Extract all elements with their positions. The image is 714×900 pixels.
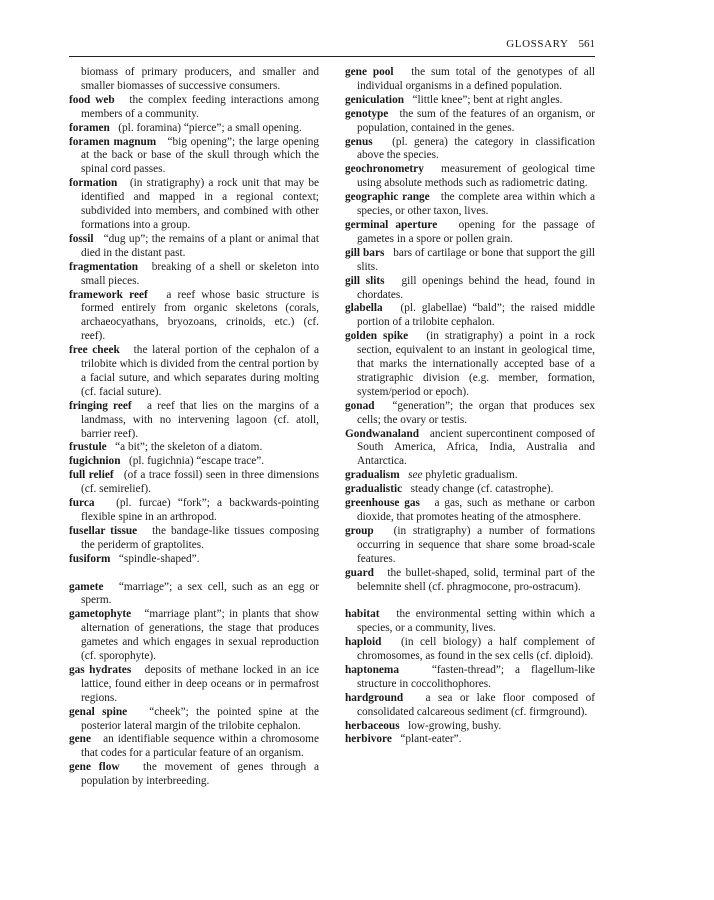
glossary-entry (69, 233, 319, 261)
entry-term: free cheek (69, 344, 120, 357)
glossary-entry (345, 302, 595, 330)
entry-term: framework reef (69, 288, 148, 301)
entry-see: see (408, 469, 423, 482)
entry-term: fusellar tissue (69, 524, 138, 537)
entry-term: foramen magnum (69, 135, 157, 148)
entry-definition: deposits of methane locked in an ice lattice, found either in deep oceans or in permafrost regions. (81, 663, 319, 704)
entry-definition: (in stratigraphy) a number of formations occurring in sequence that share some broad-scale features. (357, 524, 595, 565)
entry-term: gonad (345, 399, 375, 412)
entry-definition: “dug up”; the remains of a plant or animal that died in the distant past. (81, 232, 319, 259)
glossary-entry (345, 720, 595, 734)
entry-term: germinal aperture (345, 218, 438, 231)
entry-definition: (in stratigraphy) a point in a rock section, equivalent to an instant in geological time, that marks the internationally accepted base of a stratigraphic division (e.g. member, formation, system/period or epoch). (357, 330, 595, 398)
entry-definition: low-growing, bushy. (408, 719, 502, 732)
entry-term: gamete (69, 580, 104, 593)
glossary-entry (69, 289, 319, 345)
entry-term: gill slits (345, 274, 385, 287)
entry-definition: the bandage-like tissues composing the periderm of graptolites. (81, 524, 319, 551)
entry-definition: (pl. fugichnia) “escape trace”. (128, 455, 265, 468)
entry-term: fringing reef (69, 399, 132, 412)
glossary-entry (345, 219, 595, 247)
entry-definition: “generation”; the organ that produces sex cells; the ovary or testis. (357, 399, 595, 426)
entry-definition: the complete area within which a species, or other taxon, lives. (357, 191, 596, 218)
entry-definition: the sum total of the genotypes of all individual organisms in a defined population. (357, 66, 595, 92)
glossary-entry (69, 261, 319, 289)
glossary-entry (345, 247, 595, 275)
entry-term: gas hydrates (69, 663, 132, 676)
entry-definition: (pl. furcae) “fork”; a backwards-pointing flexible spine in an arthropod. (81, 497, 319, 523)
entry-definition: (pl. glabellae) “bald”; the raised middle portion of a trilobite cephalon. (357, 302, 595, 329)
running-header (69, 38, 595, 56)
entry-term: fragmentation (69, 260, 139, 273)
entry-definition: biomass of primary producers, and smaller and smaller biomasses of successive consumers. (81, 66, 319, 92)
entry-definition: (of a trace fossil) seen in three dimensions (cf. semirelief). (81, 469, 319, 496)
glossary-entry (345, 636, 595, 664)
glossary-entry (69, 581, 319, 609)
glossary-column-left (69, 66, 319, 789)
glossary-entry (69, 177, 319, 233)
glossary-entry (345, 664, 595, 692)
entry-term: geochronometry (345, 163, 424, 176)
entry-term: frustule (69, 441, 107, 454)
glossary-entry (345, 469, 595, 483)
entry-term: food web (69, 93, 115, 106)
entry-term: herbaceous (345, 719, 400, 732)
entry-definition: the bullet-shaped, solid, terminal part of the belemnite shell (cf. phragmocone, pro-ostracum). (357, 566, 595, 593)
entry-term: glabella (345, 302, 383, 315)
entry-definition: an identifiable sequence within a chromosome that codes for a particular feature of an organism. (81, 733, 319, 760)
entry-definition: “marriage plant”; in plants that show alternation of generations, the stage that produces gametes and which engages in sexual reproduction (cf. sporophyte). (81, 608, 319, 663)
glossary-entry (69, 608, 319, 664)
glossary-column-right (345, 66, 595, 747)
entry-definition: “spindle-shaped”. (118, 552, 200, 565)
entry-term: gradualistic (345, 483, 403, 496)
header-rule (69, 56, 595, 57)
glossary-entry (345, 483, 595, 497)
glossary-entry (345, 733, 595, 747)
entry-term: foramen (69, 121, 110, 134)
entry-term: geographic range (345, 191, 430, 204)
glossary-entry (69, 136, 319, 178)
entry-definition: opening for the passage of gametes in a spore or pollen grain. (357, 218, 595, 245)
entry-definition: the movement of genes through a population by interbreeding. (81, 761, 319, 788)
entry-term: gradualism (345, 469, 400, 482)
entry-term: greenhouse gas (345, 497, 420, 510)
glossary-entry (69, 761, 319, 789)
entry-term: gene pool (345, 66, 394, 78)
entry-term: guard (345, 566, 374, 579)
glossary-entry (345, 136, 595, 164)
entry-term: Gondwanaland (345, 427, 420, 440)
entry-definition: a gas, such as methane or carbon dioxide, that promotes heating of the atmosphere. (357, 497, 595, 523)
header-title: GLOSSARY (506, 38, 569, 50)
entry-definition: (in stratigraphy) a rock unit that may be identified and mapped in a regional context; subdivided into members, and combined with other formations into a group. (81, 177, 319, 231)
glossary-entry (69, 497, 319, 525)
glossary-entry (69, 455, 319, 469)
page-number: 561 (578, 38, 595, 50)
entry-term: haploid (345, 636, 382, 649)
glossary-entry (345, 567, 595, 595)
glossary-entry (69, 94, 319, 122)
entry-definition: ancient supercontinent composed of South America, Africa, India, Australia and Antarctica. (357, 427, 595, 468)
glossary-entry (69, 469, 319, 497)
entry-definition: “plant-eater”. (400, 733, 462, 746)
entry-term: furca (69, 497, 95, 510)
glossary-entry (69, 400, 319, 442)
entry-definition: steady change (cf. catastrophe). (410, 483, 554, 496)
entry-term: fugichnion (69, 455, 121, 468)
glossary-entry (345, 108, 595, 136)
entry-definition: the environmental setting within which a species, or a community, lives. (357, 608, 595, 635)
entry-definition: gill openings behind the head, found in chordates. (357, 274, 595, 301)
glossary-entry (69, 664, 319, 706)
entry-definition: the complex feeding interactions among members of a community. (81, 93, 319, 120)
glossary-entry (69, 733, 319, 761)
entry-term: gene flow (69, 761, 120, 774)
entry-definition: “little knee”; bent at right angles. (412, 93, 563, 106)
entry-term: formation (69, 177, 118, 190)
glossary-entry (345, 94, 595, 108)
entry-term: fusiform (69, 552, 111, 565)
entry-definition: (pl. foramina) “pierce”; a small opening. (118, 121, 302, 134)
entry-term: gill bars (345, 246, 385, 259)
entry-definition: the lateral portion of the cephalon of a trilobite which is divided from the central portion by a facial suture, and which separates during molting (cf. facial suture). (81, 344, 319, 398)
entry-definition: “fasten-thread”; a flagellum-like structure in coccolithophores. (357, 663, 595, 690)
entry-definition: a reef whose basic structure is formed entirely from organic skeletons (corals, archaeocyathans, bryozoans, crinoids, etc.) (cf. reef). (81, 288, 319, 343)
entry-definition: breaking of a shell or skeleton into small pieces. (81, 260, 319, 287)
glossary-entry (69, 553, 319, 567)
entry-term: haptonema (345, 663, 399, 676)
entry-term: hardground (345, 691, 404, 704)
entry-definition: “big opening”; the large opening at the back or base of the skull through which the spinal cord passes. (81, 135, 319, 176)
entry-definition: (in cell biology) a half complement of chromosomes, as found in the sex cells (cf. diploid). (357, 636, 595, 663)
entry-definition: bars of cartilage or bone that support the gill slits. (357, 246, 595, 273)
glossary-entry (69, 706, 319, 734)
entry-definition: “cheek”; the pointed spine at the posterior lateral margin of the trilobite cephalon. (81, 705, 319, 732)
glossary-entry (345, 497, 595, 525)
glossary-entry (69, 122, 319, 136)
entry-term: full relief (69, 469, 114, 482)
glossary-entry (345, 66, 595, 94)
entry-term: genotype (345, 107, 389, 120)
glossary-entry (345, 275, 595, 303)
glossary-entry (345, 608, 595, 636)
entry-term: habitat (345, 608, 380, 621)
entry-term: genus (345, 135, 373, 148)
entry-definition: the sum of the features of an organism, or population, contained in the genes. (357, 107, 595, 134)
entry-definition: a sea or lake floor composed of consolidated calcareous sediment (cf. firmground). (357, 691, 595, 718)
entry-definition: phyletic gradualism. (425, 469, 518, 482)
glossary-entry (345, 428, 595, 470)
glossary-entry (345, 163, 595, 191)
glossary-entry (69, 66, 319, 94)
entry-term: gene (69, 733, 91, 746)
entry-term: genal spine (69, 705, 128, 718)
glossary-entry (69, 525, 319, 553)
glossary-entry (345, 330, 595, 400)
glossary-entry (345, 692, 595, 720)
glossary-entry (345, 525, 595, 567)
entry-definition: (pl. genera) the category in classification above the species. (357, 135, 595, 162)
entry-term: geniculation (345, 93, 404, 106)
entry-definition: “marriage”; a sex cell, such as an egg or sperm. (81, 580, 319, 607)
entry-term: group (345, 524, 374, 537)
glossary-entry (69, 344, 319, 400)
entry-term: herbivore (345, 733, 392, 746)
entry-definition: “a bit”; the skeleton of a diatom. (115, 441, 263, 454)
glossary-entry (69, 441, 319, 455)
glossary-entry (345, 191, 595, 219)
entry-term: fossil (69, 232, 94, 245)
entry-definition: a reef that lies on the margins of a landmass, with no intervening lagoon (cf. atoll, barrier reef). (81, 399, 319, 440)
glossary-entry (345, 400, 595, 428)
entry-definition: measurement of geological time using absolute methods such as radiometric dating. (357, 163, 595, 190)
entry-term: golden spike (345, 330, 409, 343)
entry-term: gametophyte (69, 608, 132, 621)
